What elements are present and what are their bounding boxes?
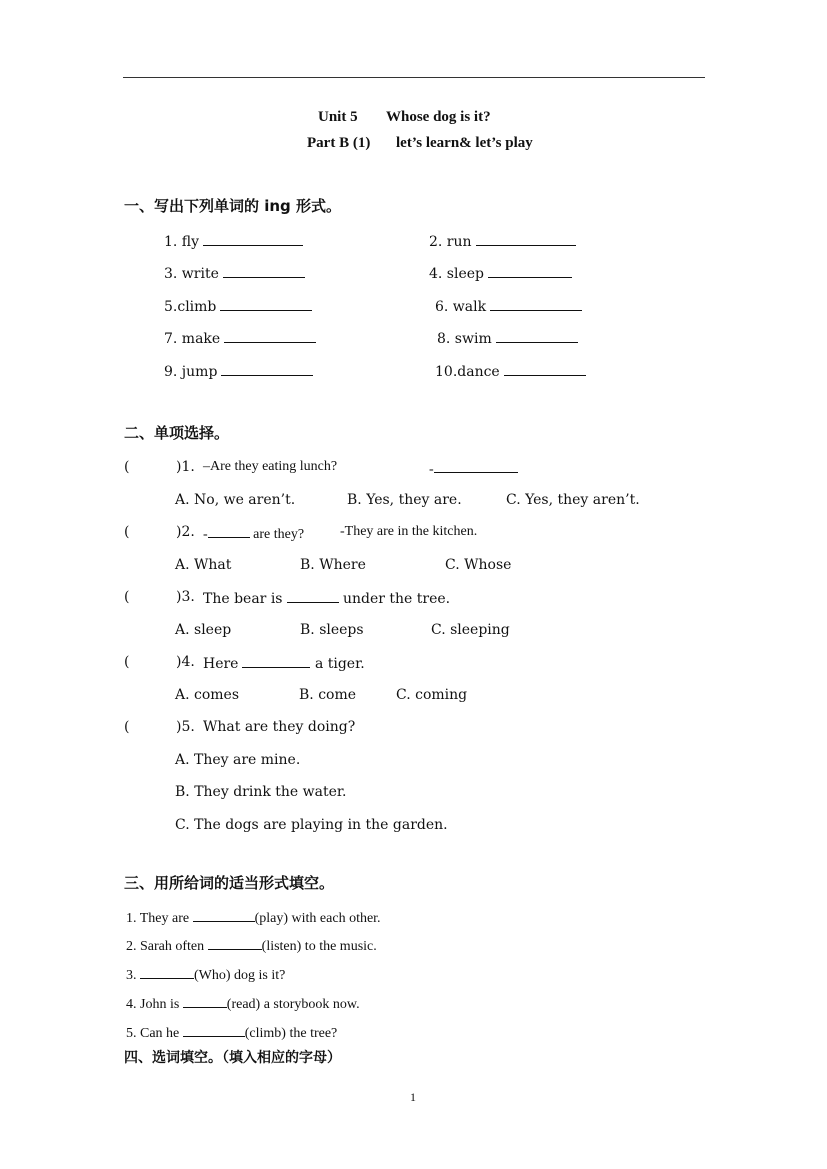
part-title: let’s learn& let’s play: [396, 135, 533, 151]
option-c: C. Whose: [445, 557, 512, 573]
page-number: 1: [410, 1090, 416, 1104]
option-c: C. Yes, they aren’t.: [506, 492, 640, 508]
option-a: A. comes: [175, 687, 240, 703]
answer-blank[interactable]: [488, 263, 572, 278]
answer-blank[interactable]: [476, 231, 576, 246]
section1-item: 6. walk: [435, 296, 582, 316]
answer-blank[interactable]: [203, 231, 303, 246]
section3-item: 5. Can he (climb) the tree?: [126, 1022, 337, 1043]
section3-item: 3. (Who) dog is it?: [126, 964, 285, 985]
section2-heading: 二、单项选择。: [124, 424, 230, 442]
question-stem: - are they?: [203, 523, 304, 544]
answer-blank[interactable]: [223, 263, 305, 278]
answer-blank[interactable]: [220, 296, 312, 311]
answer-blank[interactable]: [434, 458, 518, 473]
answer-blank[interactable]: [193, 907, 255, 922]
question-number: )5.: [176, 719, 195, 735]
answer-blank[interactable]: [496, 328, 578, 343]
section1-item: 8. swim: [437, 328, 578, 348]
section1-heading: 一、写出下列单词的 ing 形式。: [124, 197, 342, 215]
answer-blank[interactable]: [208, 523, 250, 538]
question-stem: –Are they eating lunch?: [203, 459, 338, 474]
option-b: B. They drink the water.: [175, 784, 347, 800]
answer-blank[interactable]: [287, 588, 339, 603]
answer-blank[interactable]: [221, 361, 313, 376]
section1-item: 10.dance: [435, 361, 586, 381]
option-c: C. The dogs are playing in the garden.: [175, 817, 448, 833]
unit-title: Whose dog is it?: [386, 109, 491, 125]
section3-heading: 三、用所给词的适当形式填空。: [124, 874, 335, 892]
option-b: B. come: [299, 687, 357, 703]
answer-paren-open: (: [124, 459, 130, 475]
option-b: B. Yes, they are.: [347, 492, 462, 508]
option-c: C. sleeping: [431, 622, 510, 638]
answer-blank[interactable]: [183, 1022, 245, 1037]
unit-label: Unit 5: [318, 109, 358, 125]
answer-blank[interactable]: [183, 993, 227, 1008]
answer-blank[interactable]: [208, 935, 262, 950]
section1-item: 3. write: [164, 263, 305, 283]
question-number: )3.: [176, 589, 195, 605]
option-a: A. No, we aren’t.: [175, 492, 296, 508]
section1-item: 2. run: [429, 231, 576, 251]
question-response: -: [429, 458, 518, 479]
header-rule: [123, 77, 705, 78]
question-number: )2.: [176, 524, 195, 540]
option-b: B. Where: [300, 557, 366, 573]
option-a: A. They are mine.: [175, 752, 301, 768]
answer-blank[interactable]: [242, 653, 310, 668]
option-c: C. coming: [396, 687, 468, 703]
answer-paren-open: (: [124, 719, 130, 735]
question-stem: Here a tiger.: [203, 653, 365, 673]
answer-blank[interactable]: [504, 361, 586, 376]
answer-blank[interactable]: [490, 296, 582, 311]
option-b: B. sleeps: [300, 622, 364, 638]
section1-item: 9. jump: [164, 361, 313, 381]
section1-item: 5.climb: [164, 296, 312, 316]
option-a: A. sleep: [175, 622, 232, 638]
section1-item: 1. fly: [164, 231, 303, 251]
question-stem: The bear is under the tree.: [203, 588, 450, 608]
question-number: )1.: [176, 459, 195, 475]
answer-paren-open: (: [124, 524, 130, 540]
section1-item: 4. sleep: [429, 263, 572, 283]
section3-item: 1. They are (play) with each other.: [126, 907, 381, 928]
answer-blank[interactable]: [140, 964, 194, 979]
question-number: )4.: [176, 654, 195, 670]
answer-paren-open: (: [124, 589, 130, 605]
question-response: -They are in the kitchen.: [340, 524, 478, 539]
section1-item: 7. make: [164, 328, 316, 348]
question-stem: What are they doing?: [203, 719, 356, 735]
answer-blank[interactable]: [224, 328, 316, 343]
section3-item: 4. John is (read) a storybook now.: [126, 993, 360, 1014]
part-label: Part B (1): [307, 135, 371, 151]
section3-item: 2. Sarah often (listen) to the music.: [126, 935, 377, 956]
section4-heading: 四、选词填空。（填入相应的字母）: [124, 1050, 341, 1066]
answer-paren-open: (: [124, 654, 130, 670]
option-a: A. What: [175, 557, 232, 573]
